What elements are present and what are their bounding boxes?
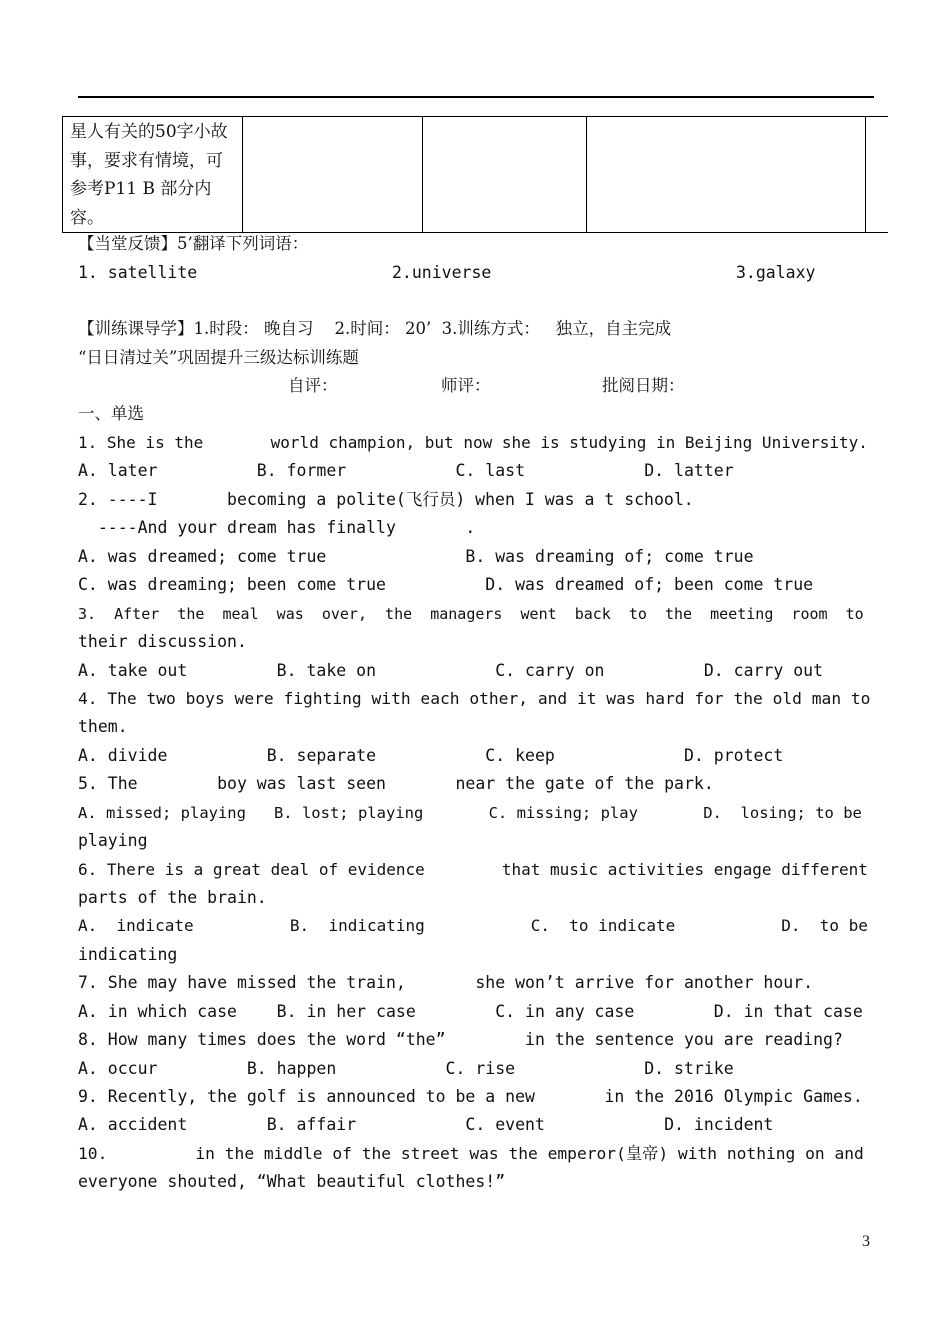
question-line: 2. ----I becoming a polite(飞行员) when I was a t school. [78,490,694,509]
section-title: 一、单选 [78,404,144,423]
question-line: playing [78,831,148,850]
table-row [63,117,888,233]
question-line: A. take out B. take on C. carry on D. carry out [78,661,824,680]
question-line: A. missed; playing B. lost; playing C. missing; play D. losing; to be [78,804,862,822]
question-line: ----And your dream has finally . [78,518,476,537]
cell-text: 星人有关的50字小故事，要求有情境，可参考P11 B 部分内容。 [70,122,228,228]
question-line: A. occur B. happen C. rise D. strike [78,1059,734,1078]
question-line: them. [78,717,128,736]
table-cell [63,117,243,233]
question-line: A. in which case B. in her case C. in any case D. in that case [78,1002,863,1021]
question-line: A. later B. former C. last D. latter [78,461,734,480]
feedback-word-2: 2.universe [392,263,492,282]
page-number: 3 [862,1233,870,1250]
question-line: 9. Recently, the golf is announced to be a new in the 2016 Olympic Games. [78,1087,863,1106]
training-heading: 【训练课导学】1.时段： 晚自习 2.时间： 20’ 3.训练方式： 独立，自主完成 [78,319,672,338]
training-subtitle: “日日清过关”巩固提升三级达标训练题 [78,348,359,367]
question-line: parts of the brain. [78,888,267,907]
teacher-evaluation-label: 师评： [441,376,491,395]
review-date-label: 批阅日期： [602,376,685,395]
question-line: 8. How many times does the word “the” in the sentence you are reading? [78,1030,843,1049]
feedback-word-1: 1. satellite [78,263,198,282]
question-line: their discussion. [78,632,247,651]
plan-table [62,116,888,233]
question-line: A. divide B. separate C. keep D. protect [78,746,784,765]
feedback-word-3: 3.galaxy [736,263,816,282]
question-line: A. accident B. affair C. event D. incident [78,1115,774,1134]
question-line: A. was dreamed; come true B. was dreaming of; come true [78,547,754,566]
table-cell [423,117,587,233]
question-line: 7. She may have missed the train, she won’t arrive for another hour. [78,973,814,992]
self-evaluation-label: 自评： [288,376,338,395]
table-cell [587,117,866,233]
question-line: 1. She is the world champion, but now she is studying in Beijing University. [78,433,868,452]
question-line: 4. The two boys were fighting with each other, and it was hard for the old man to [78,689,871,708]
question-line: 6. There is a great deal of evidence that music activities engage different [78,860,868,879]
table-cell [866,117,888,233]
question-line: everyone shouted, “What beautiful clothes!” [78,1172,506,1191]
question-line: A. indicate B. indicating C. to indicate D. to be [78,916,868,935]
question-line: indicating [78,945,178,964]
question-line: 10. in the middle of the street was the emperor(皇帝) with nothing on and [78,1144,864,1163]
table-cell [243,117,423,233]
feedback-heading: 【当堂反馈】5’翻译下列词语： [78,234,309,253]
header-rule [78,96,874,98]
question-line: 3. After the meal was over, the managers went back to the meeting room to [78,605,864,623]
question-line: C. was dreaming; been come true D. was dreamed of; been come true [78,575,814,594]
question-line: 5. The boy was last seen near the gate of the park. [78,774,714,793]
